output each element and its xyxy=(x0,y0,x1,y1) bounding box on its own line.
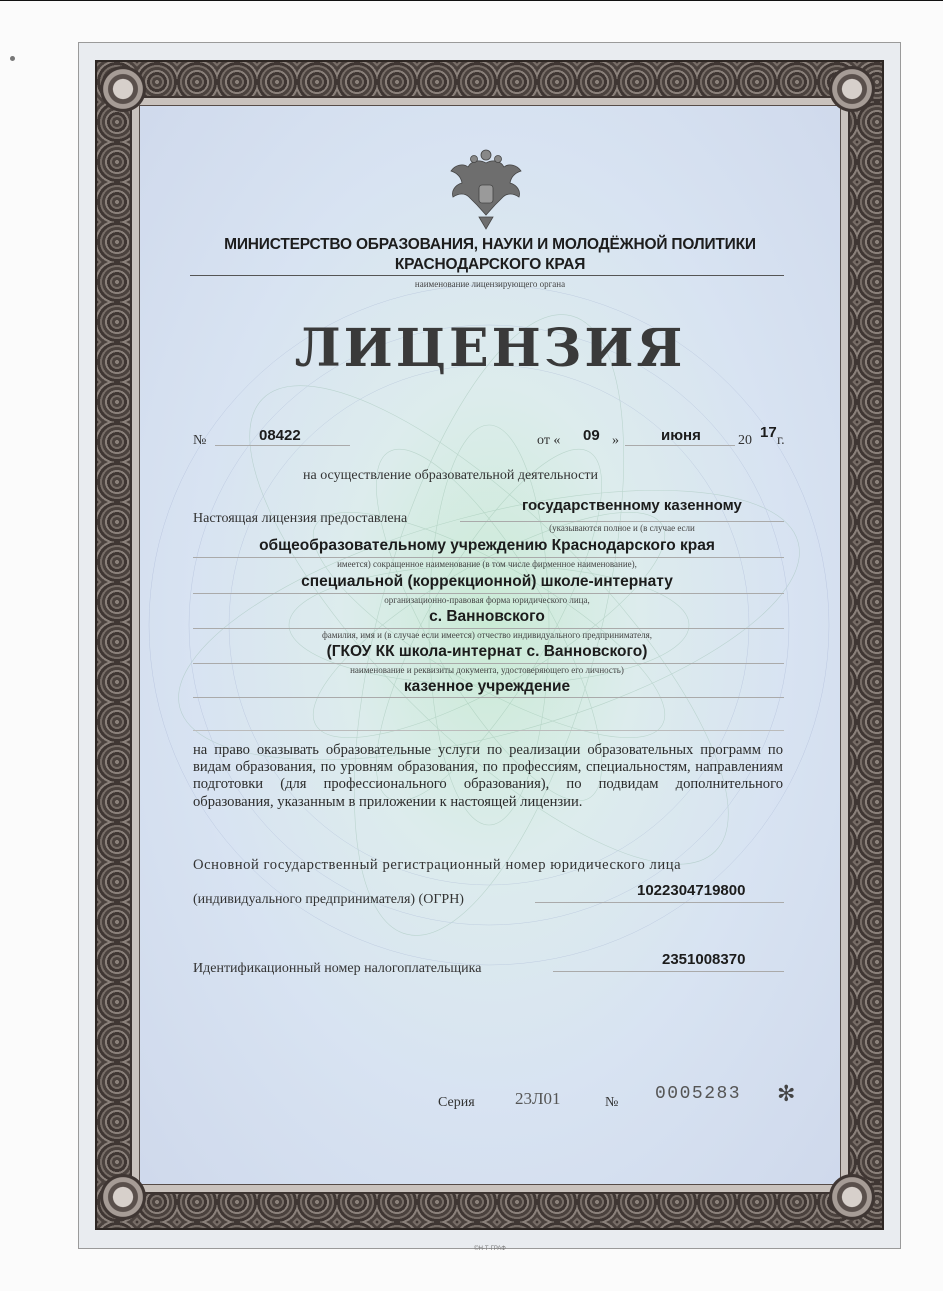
blank-serial-number: 0005283 xyxy=(655,1084,742,1104)
date-year-prefix: 20 xyxy=(738,433,752,448)
grantee-line1: государственному казенному xyxy=(522,497,742,514)
license-purpose: на осуществление образовательной деятельности xyxy=(303,468,598,483)
grantee-line4-underline xyxy=(193,628,784,629)
blank-number-label: № xyxy=(605,1095,619,1110)
grantee-line5-underline xyxy=(193,663,784,664)
grantee-line1-underline xyxy=(460,521,784,522)
grantee-caption5: наименование и реквизиты документа, удостоверяющего его личность) xyxy=(350,665,624,675)
grantee-caption1: (указываются полное и (в случае если xyxy=(549,523,695,533)
grantee-caption3: организационно-правовая форма юридического лица, xyxy=(384,595,590,605)
date-day: 09 xyxy=(583,427,600,444)
date-prefix: от « xyxy=(537,433,561,448)
license-number-label: № xyxy=(193,433,207,448)
grantee-caption4: фамилия, имя и (в случае если имеется) отчество индивидуального предпринимателя, xyxy=(321,630,653,640)
date-month-underline xyxy=(625,445,735,446)
corner-ornament-bottom-left xyxy=(100,1174,146,1220)
ogrn-underline xyxy=(535,902,784,903)
double-headed-eagle-emblem-icon xyxy=(441,145,531,235)
corner-ornament-bottom-right xyxy=(829,1174,875,1220)
license-rights-text: на право оказывать образовательные услуги по реализации образовательных программ по видам образования, по уровням образования, по профессиям, специальностям, направлениям подготовки (для профессионального образования), по подвидам дополнительного образования, указанным в приложении к настоящей лицензии. xyxy=(193,742,783,810)
date-year-end: г. xyxy=(777,433,785,448)
license-number-underline xyxy=(215,445,350,446)
inn-label: Идентификационный номер налогоплательщика xyxy=(193,961,482,976)
blank-series: 23Л01 xyxy=(515,1089,561,1108)
authority-underline xyxy=(190,275,784,276)
grantee-line3: специальной (коррекционной) школе-интернату xyxy=(301,573,673,590)
grantee-extra-underline xyxy=(193,730,784,731)
scan-edge xyxy=(0,0,943,1)
date-day-close: » xyxy=(612,433,619,448)
inn-underline xyxy=(553,971,784,972)
grantee-line2: общеобразовательному учреждению Краснодарского края xyxy=(259,537,715,554)
corner-ornament-top-left xyxy=(100,66,146,112)
date-month: июня xyxy=(661,427,701,444)
ogrn-value: 1022304719800 xyxy=(637,882,746,899)
ogrn-label-line1: Основной государственный регистрационный номер юридического лица xyxy=(193,857,682,873)
blank-series-label: Серия xyxy=(438,1095,475,1110)
license-number: 08422 xyxy=(259,427,301,444)
ogrn-label-line2: (индивидуального предпринимателя) (ОГРН) xyxy=(193,892,464,907)
authority-name-line2: КРАСНОДАРСКОГО КРАЯ xyxy=(394,256,586,273)
grantee-line4: с. Ванновского xyxy=(429,608,545,625)
grantee-line6: казенное учреждение xyxy=(403,678,571,695)
authority-caption: наименование лицензирующего органа xyxy=(414,279,566,289)
grantee-intro: Настоящая лицензия предоставлена xyxy=(193,511,408,526)
inn-value: 2351008370 xyxy=(662,951,746,968)
grantee-caption2: имеется) сокращенное наименование (в том числе фирменное наименование), xyxy=(337,559,637,569)
document-title: ЛИЦЕНЗИЯ xyxy=(294,318,686,379)
corner-ornament-top-right xyxy=(829,66,875,112)
grantee-line3-underline xyxy=(193,593,784,594)
grantee-line5: (ГКОУ КК школа-интернат с. Ванновского) xyxy=(326,643,648,660)
blank-mark-icon: ✻ xyxy=(777,1082,796,1107)
date-year-suffix: 17 xyxy=(760,424,777,441)
grantee-line2-underline xyxy=(193,557,784,558)
authority-name-line1: МИНИСТЕРСТВО ОБРАЗОВАНИЯ, НАУКИ И МОЛОДЁЖНОЙ ПОЛИТИКИ xyxy=(224,236,756,253)
grantee-line6-underline xyxy=(193,697,784,698)
scan-speck xyxy=(10,56,15,61)
printer-imprint: ©Н-Т-ГРАФ xyxy=(474,1246,506,1252)
